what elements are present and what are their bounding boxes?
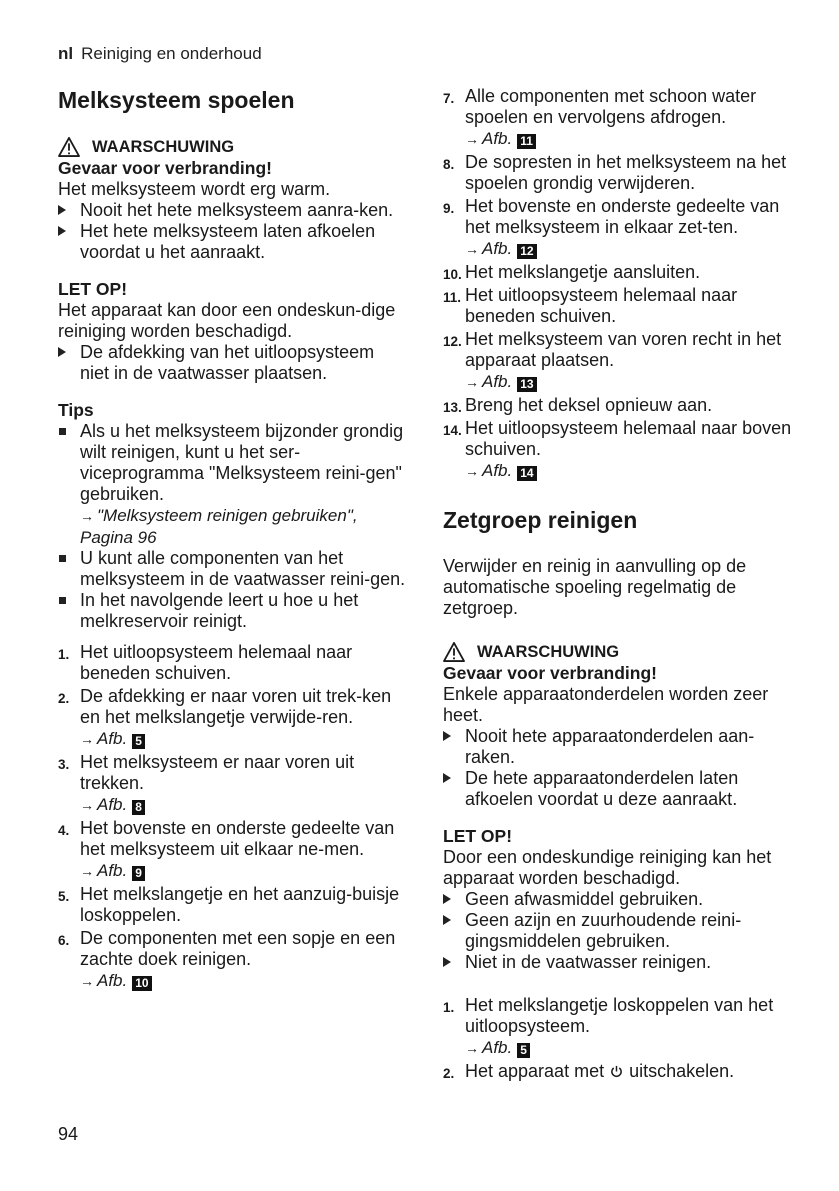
figure-reference[interactable]: → Afb. 8 [80,794,408,816]
warning-triangle-icon [58,137,80,157]
step-item: 8. De sopresten in het melksysteem na het spoelen grondig verwijderen. [443,152,787,193]
arrow-right-icon: → [465,1040,479,1056]
bullet-item: De hete apparaatonderdelen laten afkoelen voordat u deze aanraakt. [443,768,793,810]
step-item: 5. Het melkslangetje en het aanzuig-buisje loskoppelen. [58,884,400,925]
figure-reference[interactable]: → Afb. 14 [465,460,793,482]
tip-item: In het navolgende leert u hoe u het melkreservoir reinigt. [58,590,408,632]
bullet-item: Nooit het hete melksysteem aanra-ken. [58,200,408,221]
warning-headline: Gevaar voor verbranding! [443,663,657,683]
step-item: 1. Het uitloopsysteem helemaal naar beneden schuiven. [58,642,353,683]
bullet-item: De afdekking van het uitloopsysteem niet in de vaatwasser plaatsen. [58,342,408,384]
warning-bullets [58,200,408,263]
warning-text: Enkele apparaatonderdelen worden zeer heet. [443,684,769,725]
figure-number-badge: 8 [132,800,145,815]
intro-text: Verwijder en reinig in aanvulling op de automatische spoeling regelmatig de zetgroep. [443,556,747,618]
warning-text: Het melksysteem wordt erg warm. [58,179,331,199]
left-column [58,86,408,994]
figure-number-badge: 9 [132,866,145,881]
step-item: 12. Het melksysteem van voren recht in het apparaat plaatsen. → Afb. 13 [443,329,793,393]
step-item: 2. Het apparaat met uitschakelen. [443,1061,735,1081]
tip-item: U kunt alle componenten van het melksysteem in de vaatwasser reini-gen. [58,548,408,590]
warning-label: WAARSCHUWING [477,643,620,661]
figure-reference[interactable]: → Afb. 13 [465,371,793,393]
notice-label: LET OP! [443,826,513,846]
figure-number-badge: 10 [132,976,151,991]
bullet-item: Niet in de vaatwasser reinigen. [443,952,793,973]
section-title-zetgroep: Zetgroep reinigen [443,507,638,533]
step-item: 14. Het uitloopsysteem helemaal naar boven schuiven. → Afb. 14 [443,418,792,480]
arrow-right-icon: → [465,241,479,257]
notice-label: LET OP! [58,279,128,299]
figure-number-badge: 11 [517,134,536,149]
cross-reference-link[interactable]: → "Melksysteem reinigen gebruiken", Pagina 96 [80,506,358,547]
tips-list [58,421,408,632]
figure-reference[interactable]: → Afb. 10 [80,970,408,992]
notice-text: Het apparaat kan door een ondeskun-dige reiniging worden beschadigd. [58,300,396,341]
warning-label: WAARSCHUWING [92,138,235,156]
bullet-item: Geen azijn en zuurhoudende reini-gingsmiddelen gebruiken. [443,910,793,952]
running-header [58,44,262,64]
step-item: 2. De afdekking er naar voren uit trek-ken en het melkslangetje verwijde-ren. → Afb. 5 [58,686,408,750]
step-item: 13. Breng het deksel opnieuw aan. [443,395,713,415]
step-item: 6. De componenten met een sopje en een zachte doek reinigen. → Afb. 10 [58,928,408,992]
warning-bullets [443,726,793,810]
step-item: 9. Het bovenste en onderste gedeelte van het melksysteem in elkaar zet-ten. → Afb. 12 [443,196,793,260]
figure-number-badge: 5 [517,1043,530,1058]
notice-bullets [443,889,793,973]
figure-number-badge: 14 [517,466,536,481]
figure-reference[interactable]: → Afb. 5 [80,728,408,750]
arrow-right-icon: → [80,508,94,524]
arrow-right-icon: → [80,973,94,989]
language-code: nl [58,44,74,63]
figure-number-badge: 12 [517,244,536,259]
arrow-right-icon: → [80,797,94,813]
figure-reference[interactable]: → Afb. 9 [80,860,408,882]
section-title-melksysteem: Melksysteem spoelen [58,87,295,113]
arrow-bullet-icon [443,915,451,925]
step-item: 3. Het melksysteem er naar voren uit trekken. → Afb. 8 [58,752,408,816]
tips-label: Tips [58,400,94,420]
step-item: 4. Het bovenste en onderste gedeelte van het melksysteem uit elkaar ne-men. → Afb. 9 [58,818,408,882]
bullet-item: Geen afwasmiddel gebruiken. [443,889,793,910]
figure-number-badge: 13 [517,377,536,392]
square-bullet-icon [59,428,66,435]
arrow-bullet-icon [58,205,66,215]
arrow-right-icon: → [465,131,479,147]
figure-reference[interactable]: → Afb. 11 [465,128,793,150]
bullet-item: Nooit hete apparaatonderdelen aan-raken. [443,726,793,768]
section-name: Reiniging en onderhoud [81,44,262,63]
notice-bullets [58,342,408,384]
steps-list-melksysteem-continued [443,86,793,482]
notice-text: Door een ondeskundige reiniging kan het apparaat worden beschadigd. [443,847,772,888]
arrow-bullet-icon [58,347,66,357]
right-column [443,86,793,1084]
steps-list-melksysteem [58,642,408,992]
arrow-bullet-icon [58,226,66,236]
figure-reference[interactable]: → Afb. 12 [465,238,793,260]
arrow-bullet-icon [443,731,451,741]
step-item: 11. Het uitloopsysteem helemaal naar beneden schuiven. [443,285,738,326]
figure-reference[interactable]: → Afb. 5 [465,1037,793,1059]
page-number: 94 [58,1124,79,1144]
arrow-right-icon: → [465,374,479,390]
figure-number-badge: 5 [132,734,145,749]
steps-list-zetgroep [443,995,793,1082]
bullet-item: Het hete melksysteem laten afkoelen voordat u het aanraakt. [58,221,408,263]
warning-triangle-icon [443,642,465,662]
square-bullet-icon [59,597,66,604]
tip-item: Als u het melksysteem bijzonder grondig wilt reinigen, kunt u het ser-viceprogramma "Melksysteem reini-gen" gebruiken. → "Melksysteem reinigen gebruiken", Pagina 96 [58,421,408,548]
warning-headline: Gevaar voor verbranding! [58,158,272,178]
step-item: 7. Alle componenten met schoon water spoelen en vervolgens afdrogen. → Afb. 11 [443,86,793,150]
power-icon [610,1065,623,1078]
arrow-right-icon: → [80,863,94,879]
arrow-right-icon: → [80,731,94,747]
warning-heading [443,641,793,663]
arrow-bullet-icon [443,773,451,783]
step-item: 1. Het melkslangetje loskoppelen van het uitloopsysteem. → Afb. 5 [443,995,793,1059]
warning-heading [58,136,408,158]
square-bullet-icon [59,555,66,562]
step-item: 10. Het melkslangetje aansluiten. [443,262,701,282]
arrow-bullet-icon [443,894,451,904]
arrow-right-icon: → [465,463,479,479]
arrow-bullet-icon [443,957,451,967]
